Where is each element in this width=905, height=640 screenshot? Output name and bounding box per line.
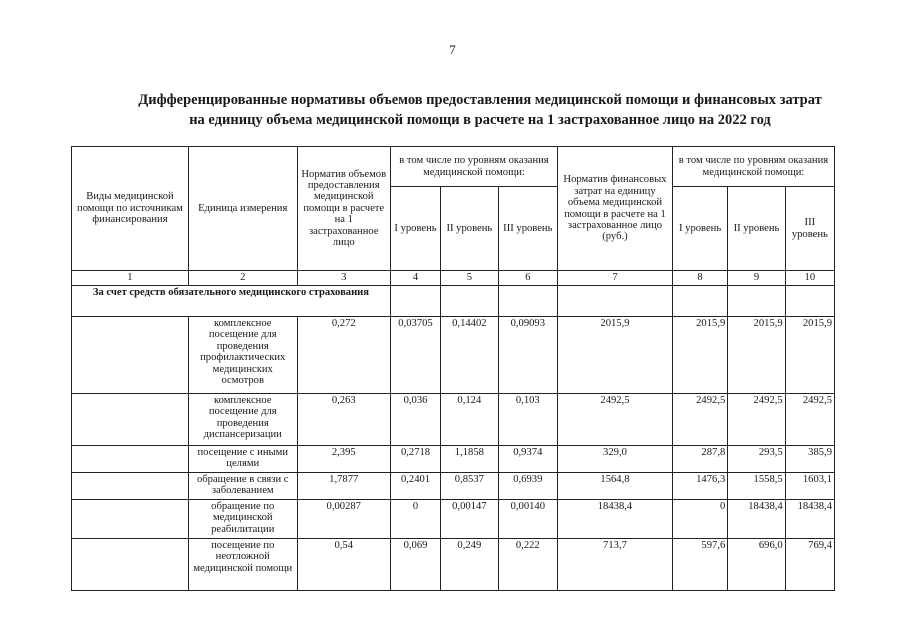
value-cell: 696,0: [728, 539, 785, 591]
table-row: [72, 317, 835, 394]
value-cell: 2492,5: [672, 394, 727, 446]
col-number: 8: [672, 271, 727, 286]
value-cell: 18438,4: [728, 500, 785, 539]
value-cell: 2015,9: [672, 317, 727, 394]
value-cell: 0,9374: [498, 446, 557, 473]
value-cell: 1603,1: [785, 473, 834, 500]
unit-cell: обращение в связи с заболеванием: [188, 473, 297, 500]
value-cell: 0: [390, 500, 440, 539]
value-cell: 0,03705: [390, 317, 440, 394]
value-cell: 329,0: [558, 446, 673, 473]
value-cell: 0,124: [441, 394, 498, 446]
unit-cell: комплексное посещение для проведения профилактических медицинских осмотров: [188, 317, 297, 394]
unit-cell: посещение с иными целями: [188, 446, 297, 473]
table-row: [72, 446, 835, 473]
title-line-2: на единицу объема медицинской помощи в расчете на 1 застрахованное лицо на 2022 год: [189, 112, 771, 128]
table-row: [72, 473, 835, 500]
col-number: 2: [188, 271, 297, 286]
header-cost-norm: Норматив финансовых затрат на единицу объема медицинской помощи в расчете на 1 застрахованное лицо (руб.): [558, 147, 673, 271]
header-levels-group-1: в том числе по уровням оказания медицинской помощи:: [390, 147, 557, 187]
header-volume-norm: Норматив объемов предоставления медицинской помощи в расчете на 1 застрахованное лицо: [297, 147, 390, 271]
value-cell: 0,103: [498, 394, 557, 446]
value-cell: 0,2718: [390, 446, 440, 473]
value-cell: 769,4: [785, 539, 834, 591]
value-cell: 293,5: [728, 446, 785, 473]
value-cell: 2,395: [297, 446, 390, 473]
unit-cell: обращение по медицинской реабилитации: [188, 500, 297, 539]
col-number: 10: [785, 271, 834, 286]
document-title: [95, 90, 865, 130]
table-row: [72, 394, 835, 446]
col-number: 6: [498, 271, 557, 286]
header-unit: Единица измерения: [188, 147, 297, 271]
value-cell: 18438,4: [785, 500, 834, 539]
unit-cell: посещение по неотложной медицинской помощи: [188, 539, 297, 591]
value-cell: 1564,8: [558, 473, 673, 500]
value-cell: 385,9: [785, 446, 834, 473]
value-cell: 2015,9: [728, 317, 785, 394]
value-cell: 0,14402: [441, 317, 498, 394]
title-line-1: Дифференцированные нормативы объемов предоставления медицинской помощи и финансовых затрат: [138, 92, 822, 108]
unit-cell: комплексное посещение для проведения диспансеризации: [188, 394, 297, 446]
value-cell: 2015,9: [785, 317, 834, 394]
col-number: 9: [728, 271, 785, 286]
col-number: 4: [390, 271, 440, 286]
value-cell: 713,7: [558, 539, 673, 591]
value-cell: 0,00147: [441, 500, 498, 539]
header-level-2: II уровень: [441, 187, 498, 271]
header-level-3: III уровень: [498, 187, 557, 271]
value-cell: 0,272: [297, 317, 390, 394]
header-level-1: I уровень: [390, 187, 440, 271]
value-cell: 0,09093: [498, 317, 557, 394]
header-level-3-cost: III уровень: [785, 187, 834, 271]
page-number: 7: [449, 42, 456, 57]
value-cell: 1,1858: [441, 446, 498, 473]
value-cell: 0,036: [390, 394, 440, 446]
header-levels-group-2: в том числе по уровням оказания медицинской помощи:: [672, 147, 834, 187]
value-cell: 2492,5: [785, 394, 834, 446]
value-cell: 1,7877: [297, 473, 390, 500]
header-level-2-cost: II уровень: [728, 187, 785, 271]
value-cell: 0,00140: [498, 500, 557, 539]
section-row: [72, 286, 835, 317]
value-cell: 0,222: [498, 539, 557, 591]
header-kind: Виды медицинской помощи по источникам финансирования: [72, 147, 189, 271]
value-cell: 1476,3: [672, 473, 727, 500]
col-number: 1: [72, 271, 189, 286]
col-number: 5: [441, 271, 498, 286]
value-cell: 0,069: [390, 539, 440, 591]
column-number-row: [72, 271, 835, 286]
value-cell: 287,8: [672, 446, 727, 473]
col-number: 3: [297, 271, 390, 286]
header-level-1-cost: I уровень: [672, 187, 727, 271]
value-cell: 0,6939: [498, 473, 557, 500]
section-title: За счет средств обязательного медицинского страхования: [72, 286, 391, 317]
value-cell: 0,263: [297, 394, 390, 446]
col-number: 7: [558, 271, 673, 286]
value-cell: 18438,4: [558, 500, 673, 539]
value-cell: 0,2401: [390, 473, 440, 500]
table-row: [72, 500, 835, 539]
table-row: [72, 539, 835, 591]
value-cell: 0,8537: [441, 473, 498, 500]
value-cell: 1558,5: [728, 473, 785, 500]
value-cell: 0: [672, 500, 727, 539]
value-cell: 0,54: [297, 539, 390, 591]
value-cell: 2492,5: [728, 394, 785, 446]
value-cell: 0,249: [441, 539, 498, 591]
value-cell: 0,00287: [297, 500, 390, 539]
norms-table: [71, 146, 835, 591]
value-cell: 2015,9: [558, 317, 673, 394]
value-cell: 597,6: [672, 539, 727, 591]
value-cell: 2492,5: [558, 394, 673, 446]
